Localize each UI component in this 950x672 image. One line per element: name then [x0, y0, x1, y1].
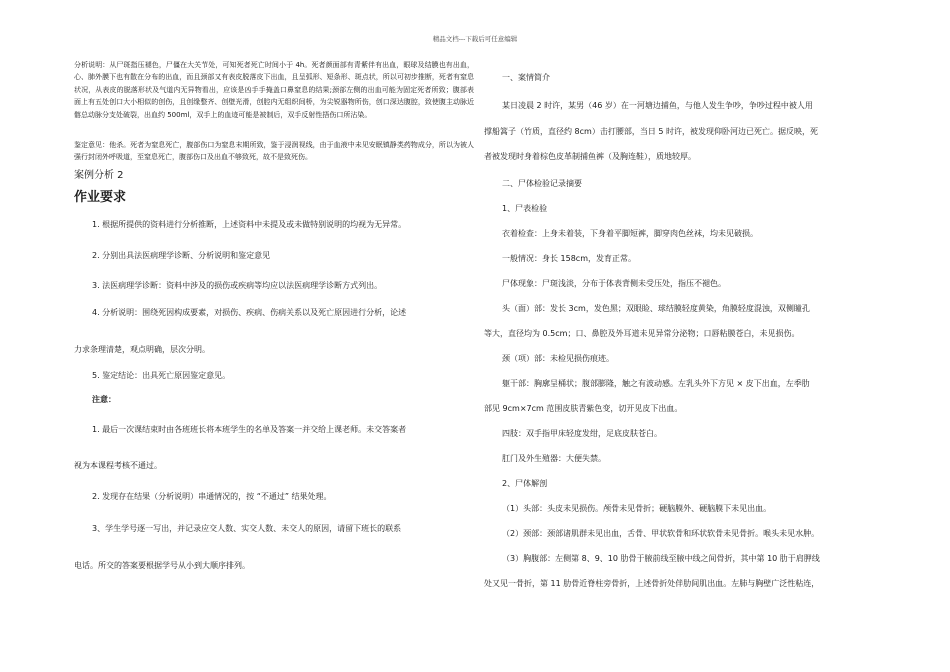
- section-title: 作业要求: [74, 190, 127, 205]
- requirement-item: 1. 根据所提供的资料进行分析推断，上述资料中未提及或未做特别说明的均视为无异常。: [92, 220, 407, 229]
- text-line: 某日凌晨 2 时许，某男（46 岁）在一河塘边捕鱼，与他人发生争吵，争吵过程中被人用: [502, 101, 813, 110]
- text-line: 颈（项）部：未检见损伤痕迹。: [502, 354, 614, 363]
- note-item: 电话。所交的答案要根据学号从小到大顺序排列。: [74, 561, 250, 570]
- text-line: 等大，直径均为 0.5cm；口、鼻腔及外耳道未见异常分泌物；口唇粘膜苍白，未见损伤。: [484, 329, 800, 338]
- requirement-item: 5. 鉴定结论：出具死亡原因鉴定意见。: [92, 371, 231, 380]
- text-line: 部见 9cm×7cm 范围皮肤青紫色变，切开见皮下出血。: [484, 404, 683, 413]
- case-title: 案例分析 2: [74, 170, 124, 181]
- conclusion-paragraph: 鉴定意见：他杀。死者为窒息死亡，腹部伤口为窒息末期所致，鉴于浸润视线，由于血液中未见安眠镇静类药物成分，所以为被人强行封闭外呼吸道，至窒息死亡，腹部伤口及出血不够致死，故不是致死伤。: [74, 141, 474, 162]
- note-item: 1. 最后一次课结束时由各班班长将本班学生的名单及答案一并交给上课老师。未交答案者: [92, 425, 407, 434]
- text-line: 躯干部：胸廓呈桶状；腹部膨隆，触之有波动感。左乳头外下方见 × 皮下出血，左季肋: [502, 379, 810, 388]
- section-heading: 二、尸体检验记录摘要: [502, 179, 582, 188]
- note-label: 注意：: [92, 395, 116, 404]
- requirement-item: 力求条理清楚，观点明确，层次分明。: [74, 345, 210, 354]
- section-heading: 一、案情简介: [502, 73, 550, 82]
- text-line: 撑船篙子（竹质，直径约 8cm）击打腰部，当日 5 时许，被发现仰卧河边已死亡。据反映，死: [484, 127, 818, 136]
- requirement-item: 4. 分析说明：围绕死因构成要素，对损伤、疾病、伤病关系以及死亡原因进行分析，论述: [92, 308, 407, 317]
- text-line: （3）胸腹部：左侧第 8、9、10 肋骨于腋前线至腋中线之间骨折，其中第 10 肋于肩胛线: [502, 554, 820, 563]
- document-header-note: 精品文档---下载后可任意编辑: [432, 35, 518, 43]
- left-column: [74, 0, 474, 672]
- text-line: 尸体现象：尸斑浅淡，分布于体表背侧未受压处，指压不褪色。: [502, 279, 726, 288]
- subsection-heading: 1、尸表检验: [502, 204, 548, 213]
- text-line: （2）颈部：颈部诸肌群未见出血，舌骨、甲状软骨和环状软骨未见骨折。喉头未见水肿。: [502, 529, 820, 538]
- analysis-paragraph: 分析说明：从尸斑指压褪色，尸僵在大关节处，可知死者死亡时间小于 4h。死者颜面部有青紫伴有出血，眼球及结膜也有出血，心、肺外膜下也有散在分布的出血，而且颈部又有表皮脱落皮下出血，且呈弧形、短条形、斑点状，所以可初步推断，死者有窒息状况，从表皮的脱落形状及气道内无异物看出，应该是凶手手掩盖口鼻窒息的结果;颈部左侧的出血可能为固定死者所致；腹部表面上有五处创口大小相似的创伤，且创缘整齐、创壁光滑，创腔内无组织间桥，为尖锐器物所伤，创口深达腹腔，致使腹主动脉近髂总动脉分支处破裂，出血约 500ml，双手上的血迹可能是被制后，双手反射性捂伤口所沾染。: [74, 61, 474, 119]
- right-column: [484, 0, 884, 672]
- text-line: 处又见一骨折，第 11 肋骨近脊柱旁骨折，上述骨折处伴肋间肌出血。左肺与胸壁广泛性粘连，: [484, 579, 820, 588]
- text-line: 者被发现时身着棕色皮革制捕鱼裤（及胸连鞋），质地较厚。: [484, 152, 696, 161]
- text-line: （1）头部：头皮未见损伤。颅骨未见骨折；硬脑膜外、硬脑膜下未见出血。: [502, 504, 772, 513]
- note-item: 3、学生学号逐一写出，并记录应交人数、实交人数、未交人的原因，请留下班长的联系: [92, 524, 402, 533]
- text-line: 肛门及外生殖器：大便失禁。: [502, 454, 606, 463]
- requirement-item: 2. 分别出具法医病理学诊断、分析说明和鉴定意见: [92, 251, 271, 260]
- requirement-item: 3. 法医病理学诊断：资料中涉及的损伤或疾病等均应以法医病理学诊断方式列出。: [92, 281, 383, 290]
- subsection-heading: 2、尸体解剖: [502, 479, 548, 488]
- text-line: 衣着检查：上身未着装，下身着平脚短裤，脚穿肉色丝袜，均未见破损。: [502, 229, 758, 238]
- note-item: 2. 发现存在结果（分析说明）串通情况的，按 “不通过” 结果处理。: [92, 492, 332, 501]
- note-item: 视为本课程考核不通过。: [74, 461, 162, 470]
- text-line: 四肢：双手指甲床轻度发绀，足底皮肤苍白。: [502, 429, 662, 438]
- text-line: 一般情况：身长 158cm，发育正常。: [502, 254, 637, 263]
- text-line: 头（面）部：发长 3cm，发色黑；双眼睑、球结膜轻度黄染，角膜轻度混浊，双侧瞳孔: [502, 304, 810, 313]
